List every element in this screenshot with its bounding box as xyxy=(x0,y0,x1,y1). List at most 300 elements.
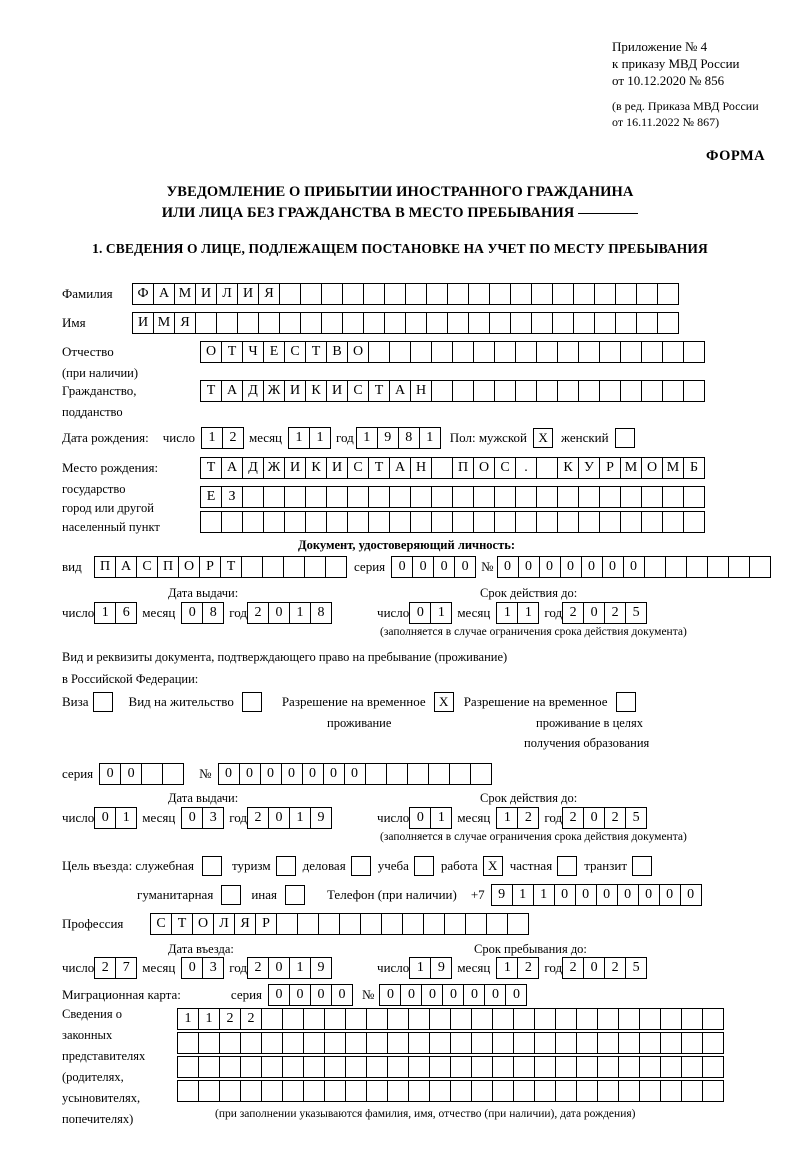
char-cell[interactable] xyxy=(536,457,558,479)
char-cell[interactable]: 0 xyxy=(602,556,624,578)
char-cell[interactable]: А xyxy=(389,457,411,479)
char-cell[interactable] xyxy=(657,283,679,305)
char-cell[interactable]: 3 xyxy=(202,807,224,829)
id-issue-day-input[interactable] xyxy=(94,602,136,624)
char-cell[interactable]: И xyxy=(132,312,154,334)
char-cell[interactable]: 0 xyxy=(497,556,519,578)
char-cell[interactable] xyxy=(219,1080,241,1102)
char-cell[interactable]: П xyxy=(94,556,116,578)
temp-residence-checkbox[interactable]: X xyxy=(434,692,454,712)
char-cell[interactable] xyxy=(360,913,382,935)
char-cell[interactable] xyxy=(662,511,684,533)
sex-female-checkbox[interactable] xyxy=(615,428,635,448)
char-cell[interactable]: 0 xyxy=(99,763,121,785)
stay-day-input[interactable] xyxy=(409,957,451,979)
char-cell[interactable] xyxy=(452,341,474,363)
char-cell[interactable]: 2 xyxy=(240,1008,262,1030)
char-cell[interactable]: И xyxy=(326,380,348,402)
char-cell[interactable]: 0 xyxy=(323,763,345,785)
char-cell[interactable] xyxy=(597,1032,619,1054)
char-cell[interactable]: 7 xyxy=(115,957,137,979)
char-cell[interactable] xyxy=(389,511,411,533)
char-cell[interactable]: 0 xyxy=(218,763,240,785)
char-cell[interactable] xyxy=(303,1032,325,1054)
id-valid-day-input[interactable] xyxy=(409,602,451,624)
char-cell[interactable]: Т xyxy=(221,341,243,363)
char-cell[interactable]: Е xyxy=(200,486,222,508)
birth-place-input-row-1[interactable] xyxy=(200,457,704,479)
char-cell[interactable]: 0 xyxy=(391,556,413,578)
char-cell[interactable]: 3 xyxy=(202,957,224,979)
char-cell[interactable] xyxy=(408,1032,430,1054)
char-cell[interactable] xyxy=(177,1032,199,1054)
char-cell[interactable] xyxy=(450,1032,472,1054)
purpose-work-checkbox[interactable]: X xyxy=(483,856,503,876)
char-cell[interactable]: 2 xyxy=(219,1008,241,1030)
char-cell[interactable] xyxy=(368,486,390,508)
char-cell[interactable] xyxy=(662,341,684,363)
char-cell[interactable] xyxy=(510,312,532,334)
char-cell[interactable] xyxy=(486,913,508,935)
char-cell[interactable] xyxy=(681,1080,703,1102)
char-cell[interactable] xyxy=(300,312,322,334)
char-cell[interactable]: Я xyxy=(258,283,280,305)
identity-doc-type-input[interactable] xyxy=(94,556,346,578)
char-cell[interactable]: 0 xyxy=(268,602,290,624)
char-cell[interactable]: 0 xyxy=(484,984,506,1006)
char-cell[interactable]: 1 xyxy=(430,602,452,624)
char-cell[interactable] xyxy=(368,341,390,363)
id-issue-year-input[interactable] xyxy=(247,602,331,624)
char-cell[interactable] xyxy=(363,283,385,305)
id-valid-month-input[interactable] xyxy=(496,602,538,624)
purpose-private-checkbox[interactable] xyxy=(557,856,577,876)
char-cell[interactable] xyxy=(318,913,340,935)
char-cell[interactable] xyxy=(641,341,663,363)
char-cell[interactable]: 0 xyxy=(409,807,431,829)
char-cell[interactable]: 1 xyxy=(289,602,311,624)
char-cell[interactable]: 0 xyxy=(409,602,431,624)
char-cell[interactable] xyxy=(452,486,474,508)
sex-male-checkbox[interactable]: X xyxy=(533,428,553,448)
char-cell[interactable]: О xyxy=(641,457,663,479)
char-cell[interactable] xyxy=(345,1056,367,1078)
char-cell[interactable]: 0 xyxy=(302,763,324,785)
char-cell[interactable] xyxy=(515,380,537,402)
char-cell[interactable] xyxy=(198,1032,220,1054)
char-cell[interactable] xyxy=(492,1032,514,1054)
char-cell[interactable] xyxy=(431,457,453,479)
char-cell[interactable] xyxy=(636,283,658,305)
char-cell[interactable] xyxy=(408,1080,430,1102)
char-cell[interactable]: О xyxy=(192,913,214,935)
char-cell[interactable]: К xyxy=(305,457,327,479)
char-cell[interactable] xyxy=(305,486,327,508)
char-cell[interactable] xyxy=(707,556,729,578)
char-cell[interactable] xyxy=(660,1008,682,1030)
char-cell[interactable] xyxy=(408,1008,430,1030)
char-cell[interactable] xyxy=(387,1008,409,1030)
char-cell[interactable] xyxy=(450,1008,472,1030)
char-cell[interactable]: 0 xyxy=(560,556,582,578)
char-cell[interactable] xyxy=(471,1032,493,1054)
char-cell[interactable]: С xyxy=(284,341,306,363)
char-cell[interactable]: 1 xyxy=(496,807,518,829)
sd-valid-month-input[interactable] xyxy=(496,807,538,829)
char-cell[interactable]: 1 xyxy=(198,1008,220,1030)
char-cell[interactable] xyxy=(599,511,621,533)
char-cell[interactable] xyxy=(534,1056,556,1078)
char-cell[interactable]: 0 xyxy=(421,984,443,1006)
edu-residence-checkbox[interactable] xyxy=(616,692,636,712)
char-cell[interactable]: 0 xyxy=(583,957,605,979)
char-cell[interactable] xyxy=(261,1056,283,1078)
birth-place-input-row-2[interactable] xyxy=(200,486,704,508)
char-cell[interactable]: Т xyxy=(368,380,390,402)
char-cell[interactable]: 2 xyxy=(517,807,539,829)
char-cell[interactable] xyxy=(304,556,326,578)
char-cell[interactable]: П xyxy=(452,457,474,479)
char-cell[interactable]: М xyxy=(620,457,642,479)
char-cell[interactable]: 2 xyxy=(604,957,626,979)
char-cell[interactable] xyxy=(662,380,684,402)
sd-issue-day-input[interactable] xyxy=(94,807,136,829)
char-cell[interactable] xyxy=(324,1056,346,1078)
char-cell[interactable]: 5 xyxy=(625,957,647,979)
char-cell[interactable] xyxy=(620,486,642,508)
purpose-study-checkbox[interactable] xyxy=(414,856,434,876)
birth-day-input[interactable] xyxy=(201,427,243,449)
char-cell[interactable] xyxy=(429,1032,451,1054)
char-cell[interactable] xyxy=(402,913,424,935)
char-cell[interactable] xyxy=(345,1080,367,1102)
char-cell[interactable]: 2 xyxy=(247,957,269,979)
char-cell[interactable]: 1 xyxy=(177,1008,199,1030)
char-cell[interactable]: 0 xyxy=(583,807,605,829)
char-cell[interactable] xyxy=(599,486,621,508)
char-cell[interactable] xyxy=(429,1056,451,1078)
sd-valid-day-input[interactable] xyxy=(409,807,451,829)
char-cell[interactable]: 2 xyxy=(247,807,269,829)
char-cell[interactable] xyxy=(241,556,263,578)
char-cell[interactable] xyxy=(618,1008,640,1030)
char-cell[interactable] xyxy=(279,283,301,305)
char-cell[interactable] xyxy=(452,511,474,533)
char-cell[interactable]: Т xyxy=(305,341,327,363)
char-cell[interactable]: Т xyxy=(171,913,193,935)
char-cell[interactable] xyxy=(660,1080,682,1102)
char-cell[interactable]: О xyxy=(473,457,495,479)
char-cell[interactable] xyxy=(615,283,637,305)
char-cell[interactable]: Ф xyxy=(132,283,154,305)
char-cell[interactable] xyxy=(681,1056,703,1078)
char-cell[interactable] xyxy=(489,312,511,334)
char-cell[interactable] xyxy=(681,1008,703,1030)
char-cell[interactable]: Т xyxy=(368,457,390,479)
char-cell[interactable] xyxy=(555,1008,577,1030)
entry-month-input[interactable] xyxy=(181,957,223,979)
char-cell[interactable] xyxy=(534,1032,556,1054)
char-cell[interactable] xyxy=(620,380,642,402)
char-cell[interactable] xyxy=(282,1080,304,1102)
char-cell[interactable]: 1 xyxy=(496,602,518,624)
char-cell[interactable] xyxy=(665,556,687,578)
char-cell[interactable] xyxy=(345,1008,367,1030)
char-cell[interactable] xyxy=(366,1080,388,1102)
char-cell[interactable]: Ч xyxy=(242,341,264,363)
char-cell[interactable]: Ж xyxy=(263,457,285,479)
char-cell[interactable] xyxy=(284,486,306,508)
purpose-service-checkbox[interactable] xyxy=(202,856,222,876)
id-issue-month-input[interactable] xyxy=(181,602,223,624)
patronymic-input[interactable] xyxy=(200,341,704,363)
char-cell[interactable]: 8 xyxy=(310,602,332,624)
char-cell[interactable] xyxy=(597,1008,619,1030)
char-cell[interactable]: 0 xyxy=(442,984,464,1006)
char-cell[interactable]: Л xyxy=(216,283,238,305)
char-cell[interactable] xyxy=(342,312,364,334)
char-cell[interactable] xyxy=(366,1032,388,1054)
char-cell[interactable]: 0 xyxy=(539,556,561,578)
char-cell[interactable]: 5 xyxy=(625,602,647,624)
char-cell[interactable] xyxy=(515,511,537,533)
char-cell[interactable]: 9 xyxy=(377,427,399,449)
char-cell[interactable]: . xyxy=(515,457,537,479)
char-cell[interactable]: 2 xyxy=(604,602,626,624)
char-cell[interactable]: 0 xyxy=(454,556,476,578)
char-cell[interactable] xyxy=(686,556,708,578)
char-cell[interactable] xyxy=(683,511,705,533)
char-cell[interactable] xyxy=(261,1032,283,1054)
char-cell[interactable] xyxy=(620,341,642,363)
char-cell[interactable] xyxy=(429,1080,451,1102)
char-cell[interactable] xyxy=(473,380,495,402)
char-cell[interactable] xyxy=(410,486,432,508)
char-cell[interactable] xyxy=(597,1080,619,1102)
purpose-business-checkbox[interactable] xyxy=(351,856,371,876)
char-cell[interactable]: 0 xyxy=(181,957,203,979)
char-cell[interactable] xyxy=(639,1056,661,1078)
char-cell[interactable]: 1 xyxy=(409,957,431,979)
stay-year-input[interactable] xyxy=(562,957,646,979)
char-cell[interactable]: А xyxy=(115,556,137,578)
char-cell[interactable]: 1 xyxy=(512,884,534,906)
char-cell[interactable] xyxy=(410,341,432,363)
char-cell[interactable]: 0 xyxy=(505,984,527,1006)
char-cell[interactable]: И xyxy=(326,457,348,479)
char-cell[interactable] xyxy=(468,312,490,334)
char-cell[interactable]: С xyxy=(347,380,369,402)
char-cell[interactable]: В xyxy=(326,341,348,363)
char-cell[interactable] xyxy=(702,1032,724,1054)
char-cell[interactable]: 0 xyxy=(581,556,603,578)
char-cell[interactable]: 0 xyxy=(268,807,290,829)
char-cell[interactable] xyxy=(513,1080,535,1102)
char-cell[interactable]: 0 xyxy=(268,984,290,1006)
char-cell[interactable]: 0 xyxy=(617,884,639,906)
char-cell[interactable]: М xyxy=(662,457,684,479)
char-cell[interactable] xyxy=(162,763,184,785)
char-cell[interactable]: 0 xyxy=(659,884,681,906)
char-cell[interactable]: 0 xyxy=(281,763,303,785)
char-cell[interactable] xyxy=(557,511,579,533)
char-cell[interactable]: О xyxy=(178,556,200,578)
char-cell[interactable]: 2 xyxy=(247,602,269,624)
char-cell[interactable] xyxy=(240,1056,262,1078)
char-cell[interactable] xyxy=(494,511,516,533)
char-cell[interactable] xyxy=(573,283,595,305)
char-cell[interactable]: И xyxy=(195,283,217,305)
char-cell[interactable] xyxy=(177,1056,199,1078)
char-cell[interactable]: Е xyxy=(263,341,285,363)
char-cell[interactable]: 1 xyxy=(533,884,555,906)
stay-doc-number-input[interactable] xyxy=(218,763,491,785)
char-cell[interactable]: 1 xyxy=(356,427,378,449)
char-cell[interactable]: Я xyxy=(174,312,196,334)
char-cell[interactable]: 0 xyxy=(400,984,422,1006)
sd-issue-month-input[interactable] xyxy=(181,807,223,829)
char-cell[interactable] xyxy=(325,556,347,578)
char-cell[interactable] xyxy=(303,1008,325,1030)
birth-year-input[interactable] xyxy=(356,427,440,449)
char-cell[interactable] xyxy=(660,1032,682,1054)
char-cell[interactable] xyxy=(431,380,453,402)
char-cell[interactable] xyxy=(347,486,369,508)
char-cell[interactable] xyxy=(552,312,574,334)
char-cell[interactable] xyxy=(386,763,408,785)
char-cell[interactable]: 0 xyxy=(379,984,401,1006)
char-cell[interactable] xyxy=(660,1056,682,1078)
char-cell[interactable] xyxy=(644,556,666,578)
char-cell[interactable] xyxy=(576,1008,598,1030)
char-cell[interactable] xyxy=(262,556,284,578)
char-cell[interactable]: 0 xyxy=(554,884,576,906)
char-cell[interactable]: 1 xyxy=(94,602,116,624)
char-cell[interactable] xyxy=(681,1032,703,1054)
char-cell[interactable] xyxy=(324,1080,346,1102)
char-cell[interactable] xyxy=(494,486,516,508)
char-cell[interactable] xyxy=(342,283,364,305)
char-cell[interactable]: 1 xyxy=(517,602,539,624)
char-cell[interactable]: 1 xyxy=(288,427,310,449)
char-cell[interactable] xyxy=(489,283,511,305)
char-cell[interactable] xyxy=(384,312,406,334)
char-cell[interactable] xyxy=(657,312,679,334)
char-cell[interactable]: 1 xyxy=(289,807,311,829)
char-cell[interactable] xyxy=(513,1056,535,1078)
char-cell[interactable] xyxy=(200,511,222,533)
entry-year-input[interactable] xyxy=(247,957,331,979)
char-cell[interactable]: 9 xyxy=(310,807,332,829)
char-cell[interactable]: 9 xyxy=(491,884,513,906)
char-cell[interactable]: Б xyxy=(683,457,705,479)
char-cell[interactable]: 2 xyxy=(562,602,584,624)
char-cell[interactable] xyxy=(242,486,264,508)
char-cell[interactable]: 1 xyxy=(496,957,518,979)
char-cell[interactable] xyxy=(408,1056,430,1078)
char-cell[interactable] xyxy=(449,763,471,785)
char-cell[interactable] xyxy=(534,1080,556,1102)
char-cell[interactable] xyxy=(347,511,369,533)
char-cell[interactable] xyxy=(468,283,490,305)
legal-reps-input-row-3[interactable] xyxy=(177,1056,723,1078)
char-cell[interactable]: 2 xyxy=(517,957,539,979)
char-cell[interactable]: 1 xyxy=(201,427,223,449)
char-cell[interactable]: С xyxy=(136,556,158,578)
entry-day-input[interactable] xyxy=(94,957,136,979)
char-cell[interactable] xyxy=(618,1056,640,1078)
char-cell[interactable] xyxy=(381,913,403,935)
char-cell[interactable] xyxy=(387,1056,409,1078)
char-cell[interactable] xyxy=(428,763,450,785)
char-cell[interactable]: У xyxy=(578,457,600,479)
char-cell[interactable] xyxy=(387,1080,409,1102)
char-cell[interactable]: Я xyxy=(234,913,256,935)
char-cell[interactable] xyxy=(552,283,574,305)
char-cell[interactable] xyxy=(531,283,553,305)
char-cell[interactable] xyxy=(536,341,558,363)
char-cell[interactable] xyxy=(198,1080,220,1102)
char-cell[interactable]: И xyxy=(284,380,306,402)
char-cell[interactable]: П xyxy=(157,556,179,578)
char-cell[interactable]: С xyxy=(150,913,172,935)
char-cell[interactable] xyxy=(240,1032,262,1054)
char-cell[interactable] xyxy=(431,511,453,533)
char-cell[interactable] xyxy=(576,1032,598,1054)
char-cell[interactable]: 6 xyxy=(115,602,137,624)
char-cell[interactable]: К xyxy=(305,380,327,402)
stay-doc-series-input[interactable] xyxy=(99,763,183,785)
char-cell[interactable]: Т xyxy=(200,457,222,479)
char-cell[interactable]: 2 xyxy=(562,807,584,829)
char-cell[interactable] xyxy=(405,312,427,334)
char-cell[interactable] xyxy=(276,913,298,935)
char-cell[interactable]: 9 xyxy=(430,957,452,979)
birth-place-input-row-3[interactable] xyxy=(200,511,704,533)
char-cell[interactable] xyxy=(282,1008,304,1030)
char-cell[interactable] xyxy=(177,1080,199,1102)
char-cell[interactable] xyxy=(219,1032,241,1054)
char-cell[interactable] xyxy=(594,283,616,305)
char-cell[interactable] xyxy=(683,486,705,508)
char-cell[interactable] xyxy=(749,556,771,578)
char-cell[interactable]: 0 xyxy=(268,957,290,979)
char-cell[interactable] xyxy=(639,1032,661,1054)
char-cell[interactable] xyxy=(534,1008,556,1030)
char-cell[interactable] xyxy=(471,1056,493,1078)
char-cell[interactable] xyxy=(141,763,163,785)
sd-issue-year-input[interactable] xyxy=(247,807,331,829)
char-cell[interactable] xyxy=(345,1032,367,1054)
migration-card-series-input[interactable] xyxy=(268,984,352,1006)
char-cell[interactable]: 1 xyxy=(289,957,311,979)
char-cell[interactable] xyxy=(471,1080,493,1102)
char-cell[interactable] xyxy=(261,1080,283,1102)
char-cell[interactable] xyxy=(557,341,579,363)
char-cell[interactable]: 0 xyxy=(412,556,434,578)
char-cell[interactable] xyxy=(641,511,663,533)
char-cell[interactable] xyxy=(662,486,684,508)
char-cell[interactable] xyxy=(594,312,616,334)
char-cell[interactable]: И xyxy=(284,457,306,479)
char-cell[interactable] xyxy=(444,913,466,935)
char-cell[interactable] xyxy=(389,486,411,508)
char-cell[interactable]: 2 xyxy=(222,427,244,449)
char-cell[interactable] xyxy=(198,1056,220,1078)
char-cell[interactable] xyxy=(321,283,343,305)
purpose-other-checkbox[interactable] xyxy=(285,885,305,905)
char-cell[interactable]: 0 xyxy=(583,602,605,624)
